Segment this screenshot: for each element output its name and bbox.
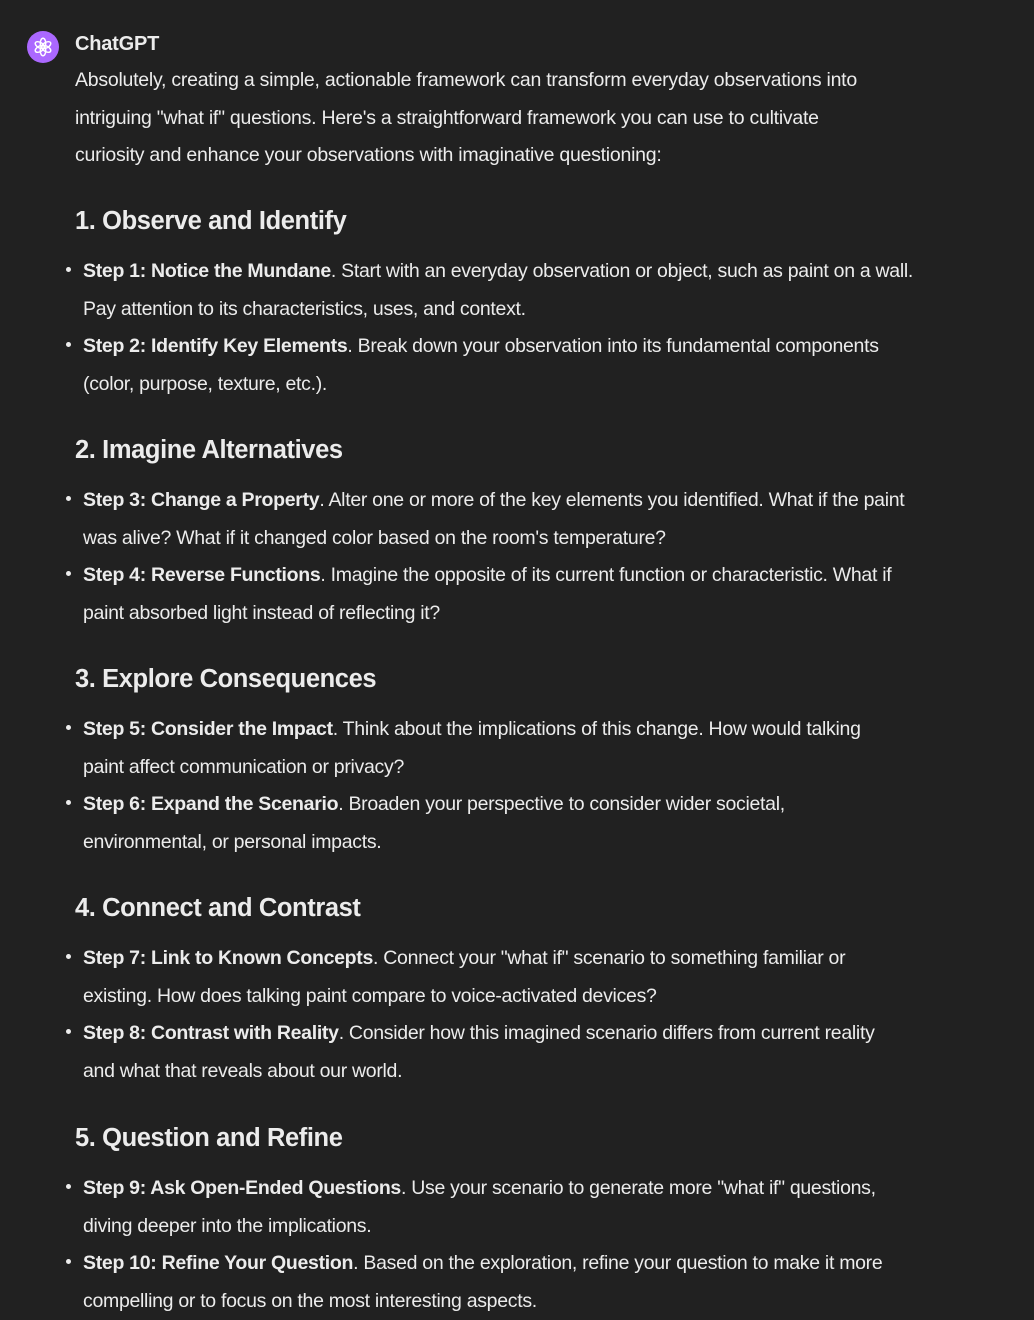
section-heading: 5. Question and Refine: [75, 1124, 343, 1153]
step-title: Step 4: Reverse Functions: [83, 564, 320, 586]
step-title: Step 9: Ask Open-Ended Questions: [83, 1177, 401, 1199]
bullet-icon: [66, 954, 71, 959]
step-title: Step 5: Consider the Impact: [83, 718, 333, 740]
step-description: . Imagine the opposite of its current function or characteristic. What if: [320, 564, 891, 586]
list-item-text: [83, 786, 785, 861]
message-author: ChatGPT: [75, 33, 159, 56]
list-item-line: [83, 940, 845, 978]
list-item-text: [83, 711, 861, 786]
list-item-text: [83, 1015, 875, 1090]
section-heading: 1. Observe and Identify: [75, 207, 346, 236]
openai-logo-icon: [32, 36, 54, 58]
step-description: . Break down your observation into its fundamental components: [347, 335, 878, 357]
step-description: . Use your scenario to generate more "what if" questions,: [401, 1177, 876, 1199]
step-title: Step 10: Refine Your Question: [83, 1252, 353, 1274]
list-item-line: [83, 786, 785, 824]
section-heading: 2. Imagine Alternatives: [75, 436, 343, 465]
list-item-line: paint affect communication or privacy?: [83, 749, 861, 787]
list-item-line: [83, 1245, 882, 1283]
list-item-text: [83, 1170, 876, 1245]
list-item-line: [83, 253, 913, 291]
list-item-line: [83, 557, 891, 595]
step-description: . Alter one or more of the key elements you identified. What if the paint: [319, 489, 904, 511]
chatgpt-avatar: [27, 31, 59, 63]
list-item-text: [83, 482, 904, 557]
list-item-line: [83, 328, 879, 366]
bullet-icon: [66, 571, 71, 576]
list-item-text: [83, 1245, 882, 1320]
list-item-line: (color, purpose, texture, etc.).: [83, 366, 879, 404]
list-item-line: diving deeper into the implications.: [83, 1208, 876, 1246]
step-title: Step 1: Notice the Mundane: [83, 260, 331, 282]
list-item-text: [83, 253, 913, 328]
step-description: . Connect your "what if" scenario to something familiar or: [373, 947, 845, 969]
list-item-text: [83, 940, 845, 1015]
step-title: Step 8: Contrast with Reality: [83, 1022, 339, 1044]
list-item-line: compelling or to focus on the most interesting aspects.: [83, 1283, 882, 1320]
bullet-icon: [66, 496, 71, 501]
bullet-icon: [66, 1184, 71, 1189]
step-title: Step 2: Identify Key Elements: [83, 335, 347, 357]
step-description: . Start with an everyday observation or object, such as paint on a wall.: [331, 260, 913, 282]
intro-line: Absolutely, creating a simple, actionable framework can transform everyday observations into: [75, 62, 1015, 100]
bullet-icon: [66, 1029, 71, 1034]
section-heading: 3. Explore Consequences: [75, 665, 376, 694]
bullet-icon: [66, 800, 71, 805]
list-item-line: [83, 482, 904, 520]
step-title: Step 6: Expand the Scenario: [83, 793, 338, 815]
step-description: . Based on the exploration, refine your question to make it more: [353, 1252, 882, 1274]
list-item-line: [83, 1015, 875, 1053]
list-item-line: [83, 711, 861, 749]
section-heading: 4. Connect and Contrast: [75, 894, 361, 923]
step-description: . Broaden your perspective to consider wider societal,: [338, 793, 785, 815]
list-item-line: Pay attention to its characteristics, uses, and context.: [83, 291, 913, 329]
intro-line: curiosity and enhance your observations with imaginative questioning:: [75, 137, 1015, 175]
list-item-line: existing. How does talking paint compare to voice-activated devices?: [83, 978, 845, 1016]
step-description: . Think about the implications of this change. How would talking: [333, 718, 861, 740]
list-item-text: [83, 328, 879, 403]
list-item-line: was alive? What if it changed color based on the room's temperature?: [83, 520, 904, 558]
step-title: Step 3: Change a Property: [83, 489, 319, 511]
bullet-icon: [66, 1259, 71, 1264]
intro-line: intriguing "what if" questions. Here's a straightforward framework you can use to cultivate: [75, 100, 1015, 138]
bullet-icon: [66, 267, 71, 272]
step-title: Step 7: Link to Known Concepts: [83, 947, 373, 969]
list-item-line: [83, 1170, 876, 1208]
intro-paragraph: [75, 62, 1015, 175]
bullet-icon: [66, 342, 71, 347]
list-item-line: paint absorbed light instead of reflecting it?: [83, 595, 891, 633]
list-item-line: and what that reveals about our world.: [83, 1053, 875, 1091]
bullet-icon: [66, 725, 71, 730]
list-item-text: [83, 557, 891, 632]
step-description: . Consider how this imagined scenario differs from current reality: [339, 1022, 875, 1044]
list-item-line: environmental, or personal impacts.: [83, 824, 785, 862]
